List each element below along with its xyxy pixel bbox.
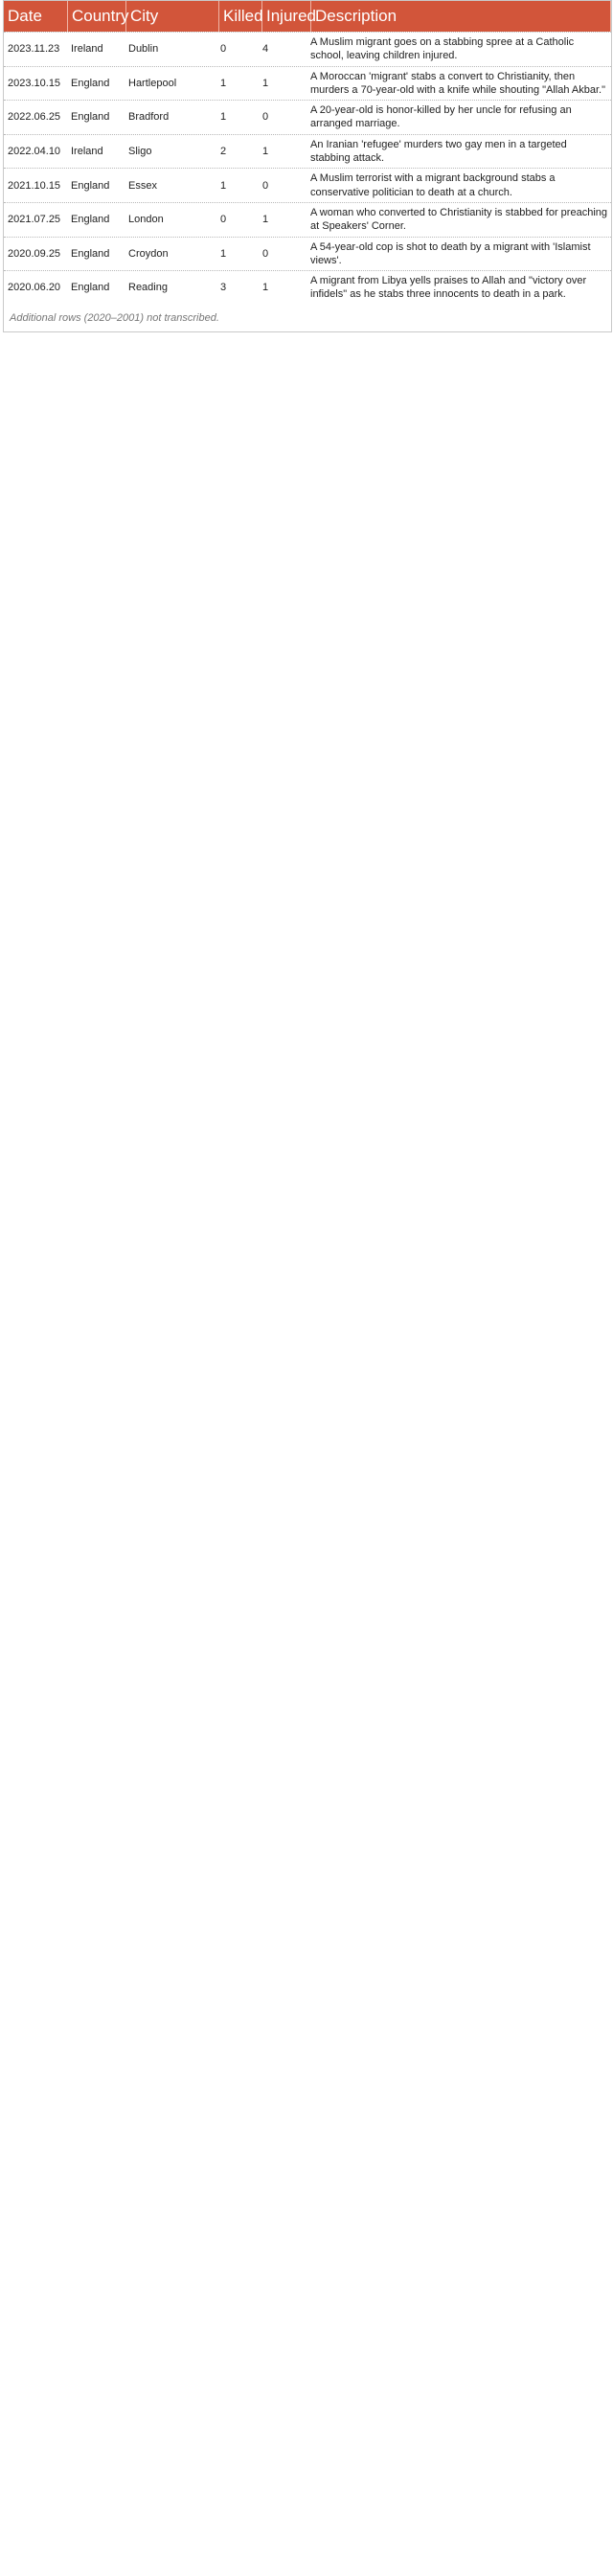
cell-country: England [71,214,110,226]
cell-date: 2023.10.15 [8,77,61,89]
cell-country: England [71,282,110,294]
cell-city: Hartlepool [128,77,177,89]
cell-killed: 0 [220,43,227,56]
cell-city: Sligo [128,146,152,158]
header-country: Country [68,1,126,32]
table-row [4,32,611,66]
cell-country: England [71,179,110,192]
cell-killed: 3 [220,282,227,294]
cell-date: 2020.09.25 [8,247,61,260]
table-body [4,32,611,305]
cell-country: Ireland [71,146,103,158]
cell-injured: 1 [262,214,269,226]
table-row [4,100,611,134]
cell-injured: 1 [262,146,269,158]
cell-killed: 1 [220,179,227,192]
header-date: Date [4,1,68,32]
table-row [4,270,611,305]
header-injured: Injured [262,1,311,32]
cell-city: Croydon [128,247,169,260]
cell-description: A 54-year-old cop is shot to death by a migrant with 'Islamist views'. [310,240,591,266]
cell-description: A woman who converted to Christianity is stabbed for preaching at Speakers' Corner. [310,206,607,233]
table-row [4,134,611,169]
cell-date: 2020.06.20 [8,282,61,294]
truncation-note: Additional rows (2020–2001) not transcribed. [10,311,219,324]
cell-country: England [71,77,110,89]
cell-description: A 20-year-old is honor-killed by her uncle for refusing an arranged marriage. [310,104,572,130]
cell-city: Bradford [128,111,170,124]
cell-killed: 1 [220,111,227,124]
cell-description: A Muslim migrant goes on a stabbing spree at a Catholic school, leaving children injured. [310,36,575,62]
cell-date: 2022.06.25 [8,111,61,124]
cell-date: 2023.11.23 [8,43,60,56]
table-row [4,237,611,271]
cell-injured: 1 [262,282,269,294]
header-killed: Killed [219,1,262,32]
cell-date: 2021.10.15 [8,179,61,192]
header-description: Description [311,1,611,32]
cell-country: England [71,247,110,260]
cell-injured: 0 [262,179,269,192]
table-row [4,202,611,237]
header-city: City [126,1,219,32]
cell-city: Dublin [128,43,159,56]
cell-date: 2022.04.10 [8,146,61,158]
table-row [4,168,611,202]
cell-injured: 4 [262,43,269,56]
cell-city: London [128,214,164,226]
cell-description: An Iranian 'refugee' murders two gay men in a targeted stabbing attack. [310,138,567,165]
cell-description: A Muslim terrorist with a migrant background stabs a conservative politician to death at a church. [310,172,556,198]
incident-table [3,0,612,332]
table-row [4,66,611,101]
cell-description: A migrant from Libya yells praises to Allah and "victory over infidels" as he stabs three innocents to death in a park. [310,275,587,301]
cell-description: A Moroccan 'migrant' stabs a convert to Christianity, then murders a 70-year-old with a knife while shouting "Allah Akbar." [310,70,606,96]
cell-injured: 0 [262,111,269,124]
cell-injured: 1 [262,77,269,89]
cell-city: Reading [128,282,168,294]
table-header [4,1,611,32]
cell-country: England [71,111,110,124]
cell-killed: 0 [220,214,227,226]
cell-date: 2021.07.25 [8,214,61,226]
cell-killed: 1 [220,247,227,260]
cell-injured: 0 [262,247,269,260]
cell-country: Ireland [71,43,103,56]
cell-city: Essex [128,179,157,192]
cell-killed: 1 [220,77,227,89]
cell-killed: 2 [220,146,227,158]
